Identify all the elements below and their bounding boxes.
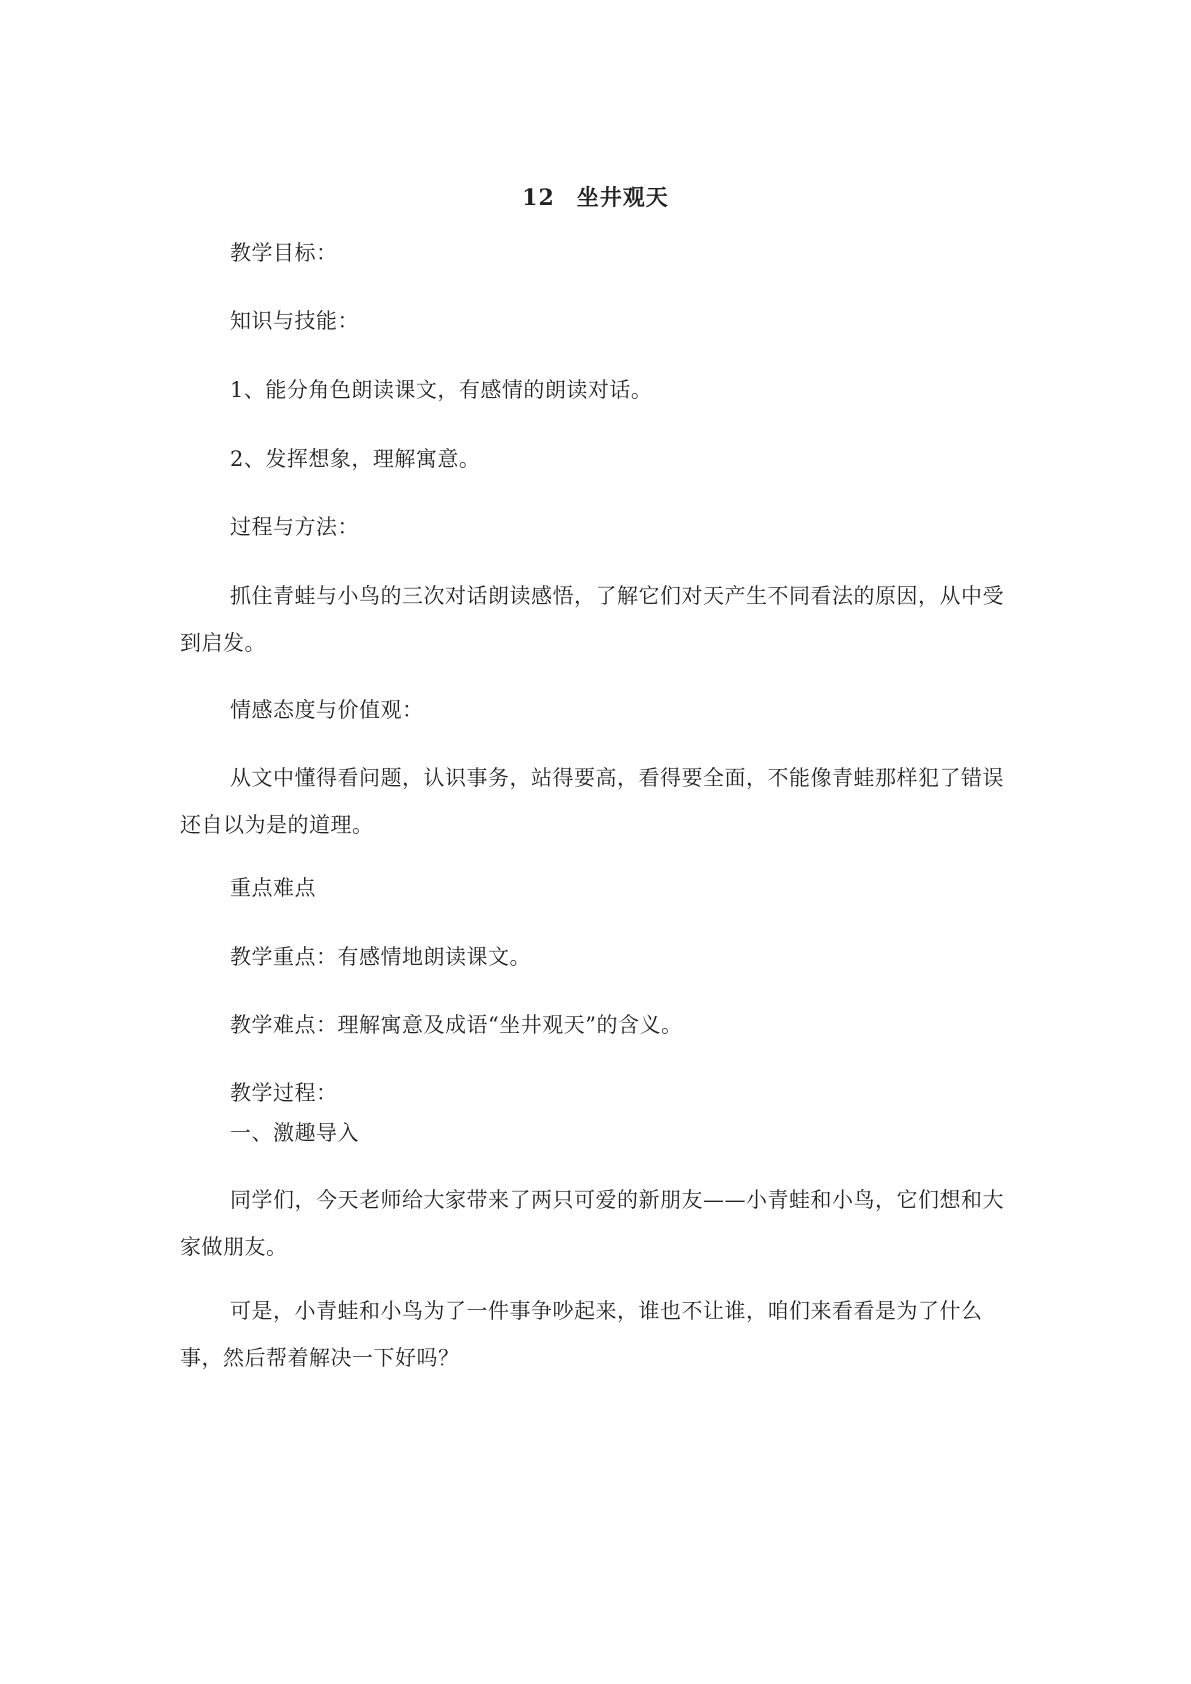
lesson-title-text: 坐井观天 [576, 185, 669, 211]
intro-paragraph-2: 可是，小青蛙和小鸟为了一件事争吵起来，谁也不让谁，咱们来看看是为了什么事，然后帮着解决一下好吗？ [180, 1299, 983, 1370]
objectives-heading: 教学目标： [230, 241, 338, 265]
knowledge-heading: 知识与技能： [230, 309, 359, 333]
key-points-heading: 重点难点 [230, 876, 316, 900]
lesson-number: 12 [522, 185, 555, 211]
difficulty-line: 教学难点：理解寓意及成语“坐井观天”的含义。 [230, 1013, 683, 1037]
knowledge-item-2: 2、发挥想象，理解寓意。 [230, 447, 481, 471]
teaching-process-heading: 教学过程： [230, 1081, 338, 1105]
process-paragraph: 抓住青蛙与小鸟的三次对话朗读感悟，了解它们对天产生不同看法的原因，从中受到启发。 [180, 584, 1004, 655]
key-point-line: 教学重点：有感情地朗读课文。 [230, 945, 531, 969]
lesson-title [0, 181, 1191, 212]
emotion-heading: 情感态度与价值观： [230, 698, 424, 722]
knowledge-item-1: 1、能分角色朗读课文，有感情的朗读对话。 [230, 378, 653, 402]
intro-paragraph-1: 同学们，今天老师给大家带来了两只可爱的新朋友——小青蛙和小鸟，它们想和大家做朋友。 [180, 1188, 1004, 1259]
emotion-paragraph: 从文中懂得看问题，认识事务，站得要高，看得要全面，不能像青蛙那样犯了错误还自以为是的道理。 [180, 766, 1004, 837]
section-1-heading: 一、激趣导入 [230, 1121, 359, 1145]
process-heading: 过程与方法： [230, 515, 359, 539]
